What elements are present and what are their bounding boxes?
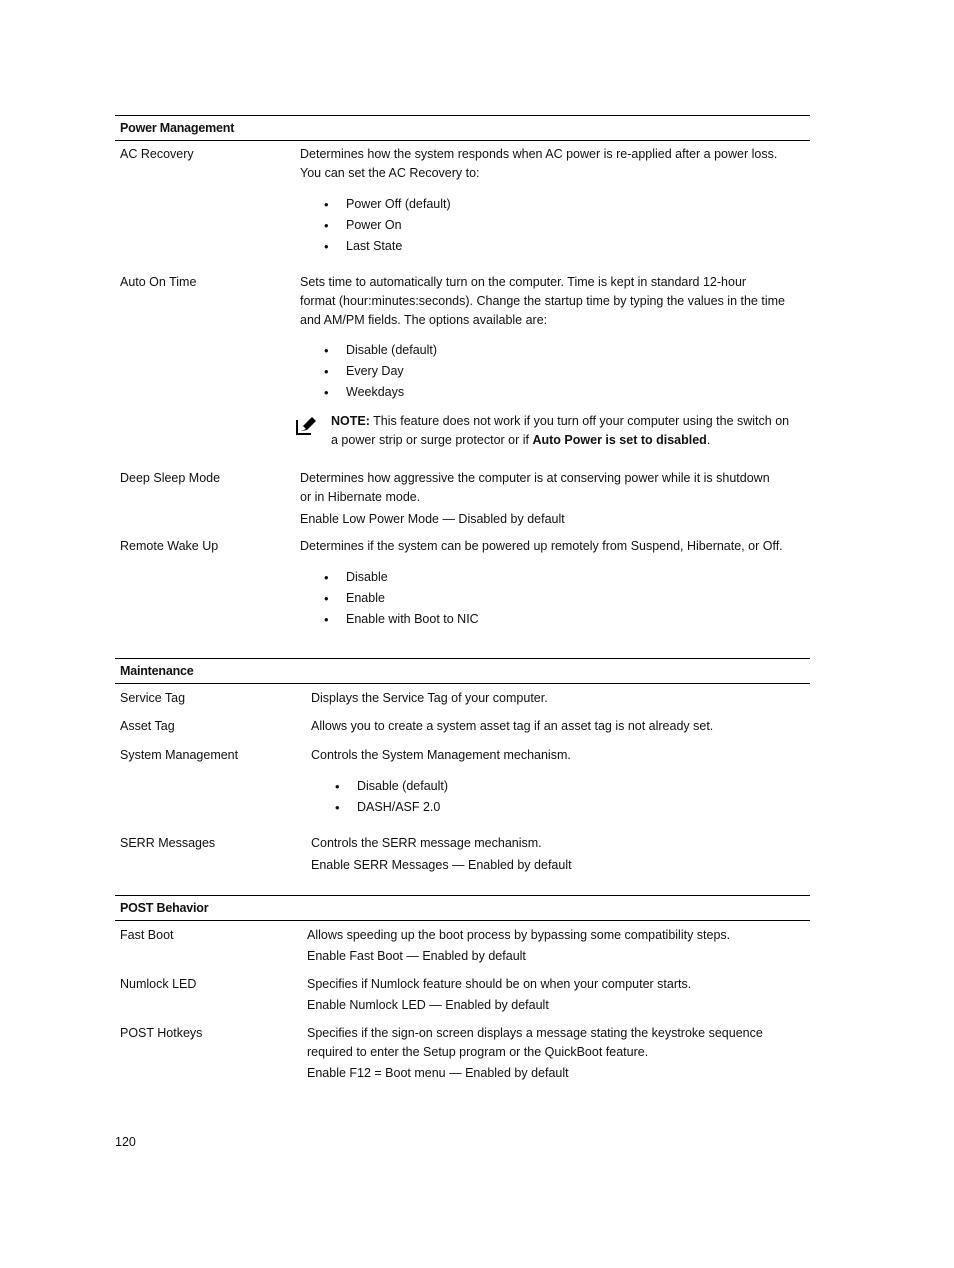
description-line: Controls the System Management mechanism.: [311, 748, 571, 762]
section-header: Power Management: [115, 115, 810, 141]
setting-description: [300, 145, 810, 257]
maintenance-section: [115, 658, 810, 684]
description-line: Controls the SERR message mechanism.: [311, 836, 542, 850]
setting-row-deep-sleep: [115, 469, 810, 529]
section-header: POST Behavior: [115, 895, 810, 921]
setting-description: [300, 273, 810, 450]
option-list: [300, 340, 810, 403]
list-item: • Enable: [300, 588, 810, 609]
description-line: Allows speeding up the boot process by bypassing some compatibility steps.: [307, 928, 731, 942]
list-item: • Power On: [300, 215, 810, 236]
option-list: [300, 567, 810, 630]
default-value: Enable F12 = Boot menu — Enabled by default: [307, 1066, 569, 1080]
description-line: Sets time to automatically turn on the computer. Time is kept in standard 12-hour: [300, 275, 747, 289]
list-item: • Disable: [300, 567, 810, 588]
pencil-note-icon: [295, 416, 317, 436]
default-value: Enable Numlock LED — Enabled by default: [307, 998, 549, 1012]
list-item: • Disable (default): [300, 340, 810, 361]
page-number: 120: [115, 1135, 136, 1149]
description-line: Specifies if the sign-on screen displays a message stating the keystroke sequence: [307, 1026, 763, 1040]
setting-label: SERR Messages: [120, 836, 216, 850]
description-line: and AM/PM fields. The options available are:: [300, 313, 548, 327]
list-item: • Last State: [300, 236, 810, 257]
note-text: a power strip or surge protector or if: [331, 433, 529, 447]
setting-description: [311, 834, 810, 875]
description-line: Determines how the system responds when AC power is re-applied after a power loss.: [300, 147, 778, 161]
setting-label: AC Recovery: [120, 147, 194, 161]
setting-description: [307, 926, 810, 966]
power-management-section: [115, 115, 810, 141]
post-behavior-section: [115, 895, 810, 921]
setting-description: [300, 469, 810, 529]
note-text: This feature does not work if you turn off your computer using the switch on: [373, 414, 790, 428]
note-block: [300, 412, 810, 450]
note-emphasis: Auto Power is set to disabled: [532, 433, 707, 447]
setting-label: Fast Boot: [120, 928, 174, 942]
section-header: Maintenance: [115, 658, 810, 684]
description-line: You can set the AC Recovery to:: [300, 166, 480, 180]
setting-description: [307, 1024, 810, 1083]
default-value: Enable SERR Messages — Enabled by default: [311, 858, 572, 872]
note-label: NOTE:: [331, 414, 370, 428]
setting-row-ac-recovery: [115, 145, 810, 257]
option-list: [311, 776, 810, 818]
setting-description: [311, 689, 810, 708]
setting-row-fast-boot: [115, 926, 810, 966]
setting-label: Asset Tag: [120, 719, 175, 733]
setting-row-post-hotkeys: [115, 1024, 810, 1083]
description-line: format (hour:minutes:seconds). Change the startup time by typing the values in the time: [300, 294, 785, 308]
default-value: Enable Low Power Mode — Disabled by default: [300, 512, 565, 526]
list-item: • Disable (default): [311, 776, 810, 797]
description-line: or in Hibernate mode.: [300, 490, 421, 504]
setting-label: POST Hotkeys: [120, 1026, 203, 1040]
option-list: [300, 194, 810, 257]
description-line: Specifies if Numlock feature should be on when your computer starts.: [307, 977, 692, 991]
setting-label: Deep Sleep Mode: [120, 471, 221, 485]
description-line: Displays the Service Tag of your computer.: [311, 691, 548, 705]
list-item: • Weekdays: [300, 382, 810, 403]
setting-row-asset-tag: [115, 717, 810, 736]
setting-label: Auto On Time: [120, 275, 197, 289]
setting-row-numlock-led: [115, 975, 810, 1015]
default-value: Enable Fast Boot — Enabled by default: [307, 949, 526, 963]
setting-row-serr-messages: [115, 834, 810, 875]
setting-description: [307, 975, 810, 1015]
list-item: • Every Day: [300, 361, 810, 382]
setting-row-system-management: [115, 746, 810, 818]
description-line: Determines how aggressive the computer is at conserving power while it is shutdown: [300, 471, 770, 485]
list-item: • DASH/ASF 2.0: [311, 797, 810, 818]
setting-description: [300, 537, 810, 630]
setting-label: System Management: [120, 748, 239, 762]
list-item: • Enable with Boot to NIC: [300, 609, 810, 630]
list-item: • Power Off (default): [300, 194, 810, 215]
setting-description: [311, 746, 810, 818]
setting-label: Service Tag: [120, 691, 186, 705]
setting-row-service-tag: [115, 689, 810, 708]
description-line: required to enter the Setup program or the QuickBoot feature.: [307, 1045, 649, 1059]
setting-label: Numlock LED: [120, 977, 197, 991]
setting-row-remote-wake: [115, 537, 810, 630]
setting-row-auto-on-time: [115, 273, 810, 450]
note-text: .: [706, 433, 711, 447]
description-line: Allows you to create a system asset tag if an asset tag is not already set.: [311, 719, 714, 733]
setting-description: [311, 717, 810, 736]
setting-label: Remote Wake Up: [120, 539, 219, 553]
description-line: Determines if the system can be powered up remotely from Suspend, Hibernate, or Off.: [300, 539, 783, 553]
